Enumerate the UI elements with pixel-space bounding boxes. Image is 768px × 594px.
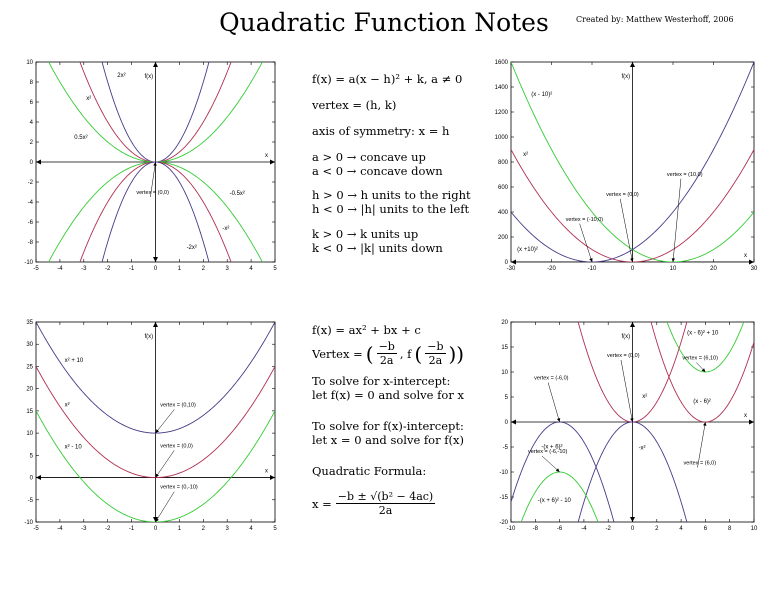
formula-denominator: 2a [378, 504, 393, 517]
y-tick-label: 0 [504, 260, 508, 266]
y-tick-label: 10 [501, 370, 508, 376]
y-axis-label: f(x) [621, 334, 631, 340]
y-axis-label: f(x) [144, 334, 154, 340]
vertex-arrow [580, 224, 592, 262]
x-axis-label: x [744, 413, 747, 419]
chart-scaling [24, 0, 277, 594]
y-axis-arrow-bottom [153, 257, 158, 262]
vertex-label: vertex = (0,-10) [160, 484, 198, 491]
y-tick-label: 15 [501, 345, 508, 351]
vertex-arrow-head [630, 258, 633, 262]
y-tick-label: -10 [499, 470, 508, 476]
vertex-arrow-head [589, 258, 592, 262]
x-tick-label: 4 [249, 266, 253, 272]
vertex-arrow [156, 492, 175, 522]
vertex-arrow [156, 409, 175, 433]
x-tick-label: -2 [105, 266, 111, 272]
x-axis-arrow-left [511, 420, 516, 425]
x-intercept-note-2: let f(x) = 0 and solve for x [312, 388, 464, 402]
y-tick-label: -2 [27, 180, 33, 186]
x-tick-label: -5 [33, 266, 39, 272]
y-axis-arrow-top [630, 62, 635, 67]
series-label: -(x + 6)² [541, 444, 563, 451]
series-label: -2x² [186, 245, 197, 251]
series-label: x² [64, 402, 70, 409]
x-tick-label: 1 [177, 266, 182, 272]
x-tick-label: 2 [655, 526, 659, 532]
x-tick-label: -10 [587, 266, 597, 272]
y-tick-label: 15 [26, 408, 33, 415]
x-tick-label: -1 [128, 266, 135, 272]
vertex-label: vertex = (-10,0) [565, 216, 604, 223]
x-tick-label: 4 [249, 526, 253, 532]
shift-right-note: h > 0 → h units to the right [312, 188, 471, 202]
series-label: -0.5x² [229, 191, 245, 197]
y-tick-label: 10 [26, 431, 33, 438]
x-tick-label: 0 [630, 266, 635, 272]
x-tick-label: 6 [703, 526, 708, 532]
x-tick-label: -4 [581, 526, 587, 532]
y-tick-label: 1200 [494, 110, 508, 116]
y-tick-label: 800 [497, 160, 508, 166]
x-tick-label: -3 [81, 526, 87, 532]
y-tick-label: 5 [504, 395, 508, 401]
x-axis-arrow-right [270, 475, 275, 480]
y-tick-label: 10 [26, 60, 33, 66]
vertex-label: vertex = (0,0) [606, 191, 639, 198]
quadratic-formula-title: Quadratic Formula: [312, 464, 427, 478]
series-label: (x +10)² [517, 246, 538, 253]
y-tick-label: 8 [29, 80, 33, 86]
x-tick-label: 2 [201, 266, 205, 272]
vertex-fraction-den-2: 2a [428, 354, 443, 367]
vertex-label: vertex = (0,0) [160, 443, 193, 450]
vertex-label: vertex = (6,0) [683, 460, 717, 467]
vertex-formula-label: Vertex = [312, 346, 363, 361]
y-tick-label: -10 [24, 260, 33, 266]
x-tick-label: -20 [547, 266, 556, 272]
y-axis-arrow-top [153, 322, 158, 327]
vertex-fraction-num: −b [378, 340, 395, 353]
y-axis-label: f(x) [144, 74, 154, 80]
x-tick-label: -4 [57, 266, 63, 272]
y-tick-label: 0 [29, 475, 33, 482]
vertex-arrow-head [156, 429, 160, 433]
x-tick-label: 0 [153, 266, 158, 272]
x-tick-label: 4 [679, 526, 683, 532]
x-tick-label: -2 [105, 526, 111, 532]
vertex-note: vertex = (h, k) [312, 98, 397, 112]
x-axis-arrow-right [749, 260, 754, 265]
shift-down-note: k < 0 → |k| units down [312, 241, 443, 255]
vertex-fraction-den: 2a [379, 354, 394, 367]
series-label: 2x² [117, 73, 126, 79]
credit-line: Created by: Matthew Westerhoff, 2006 [576, 15, 734, 24]
y-tick-label: -10 [24, 520, 33, 526]
series-label: (x - 10)² [531, 91, 553, 98]
series-label: (x - 6)² + 10 [687, 330, 719, 337]
y-tick-label: 20 [26, 386, 33, 393]
y-axis-label: f(x) [621, 74, 631, 80]
vertex-arrow-head [703, 422, 706, 426]
y-tick-label: 600 [497, 185, 508, 191]
formula-numerator: −b ± √(b² − 4ac) [337, 490, 434, 503]
chart-horizontal-shift [495, 60, 758, 272]
x-tick-label: 0 [153, 526, 158, 532]
vertex-form-note: f(x) = a(x − h)² + k, a ≠ 0 [312, 72, 463, 86]
x-intercept-note-1: To solve for x-intercept: [312, 374, 451, 388]
vertex-label: vertex = (0,0) [136, 190, 169, 196]
y-tick-label: 4 [29, 120, 33, 126]
vertex-arrow-head [153, 162, 156, 166]
vertex-label: vertex = (6,10) [682, 355, 718, 362]
x-axis-label: x [265, 468, 268, 475]
y-tick-label: 6 [29, 100, 33, 106]
vertex-arrow [548, 383, 560, 423]
x-tick-label: 10 [750, 526, 758, 532]
vertex-fraction-num-2: −b [427, 340, 444, 353]
x-tick-label: -8 [532, 526, 538, 532]
y-tick-label: -6 [27, 220, 33, 226]
y-tick-label: 35 [26, 320, 33, 326]
y-tick-label: 0 [29, 160, 33, 166]
x-tick-label: 30 [750, 266, 758, 272]
x-tick-label: -6 [556, 526, 563, 532]
y-tick-label: -15 [499, 495, 508, 501]
y-axis-arrow-top [153, 62, 158, 67]
y-axis-arrow-top [630, 322, 635, 327]
vertex-arrow [621, 360, 633, 422]
x-tick-label: -3 [81, 266, 87, 272]
x-tick-label: 0 [630, 526, 635, 532]
x-tick-label: 1 [177, 526, 182, 532]
x-axis-arrow-left [36, 475, 41, 480]
x-tick-label: 5 [273, 266, 277, 272]
y-tick-label: -8 [27, 240, 33, 246]
vertex-formula-note: Vertex = ( $\frac{-b}{2a}$ , f ( $\frac{-b}{2a}$ )) [312, 340, 465, 367]
y-axis-arrow-bottom [630, 517, 635, 522]
x-tick-label: -2 [605, 526, 611, 532]
series-label: x² + 10 [64, 358, 84, 364]
y-tick-label: -5 [27, 497, 33, 504]
y-intercept-note-2: let x = 0 and solve for f(x) [312, 433, 464, 447]
y-tick-label: 1400 [494, 85, 508, 91]
shift-left-note: h < 0 → |h| units to the left [312, 202, 470, 216]
y-tick-label: -20 [499, 520, 508, 526]
vertex-label: vertex = (-6,-10) [528, 449, 568, 455]
series-label: -(x + 6)² - 10 [537, 498, 571, 504]
x-tick-label: -4 [57, 526, 63, 532]
x-tick-label: -10 [506, 526, 516, 532]
series-label: 0.5x² [74, 135, 88, 141]
y-intercept-note-1: To solve for f(x)-intercept: [312, 419, 464, 433]
x-axis-arrow-right [749, 420, 754, 425]
shift-up-note: k > 0 → k units up [312, 227, 419, 241]
y-tick-label: -4 [27, 200, 33, 206]
formula-lhs: x = [312, 496, 332, 511]
x-tick-label: 5 [273, 526, 277, 532]
vertex-label: vertex = (10,0) [666, 171, 703, 178]
vertex-arrow-head [672, 258, 675, 262]
x-axis-label: x [744, 253, 747, 259]
vertex-arrow [156, 450, 175, 477]
x-tick-label: 3 [225, 526, 229, 532]
y-tick-label: 1600 [494, 60, 508, 66]
x-axis-arrow-left [36, 160, 41, 165]
y-tick-label: 20 [501, 320, 508, 326]
concave-up-note: a > 0 → concave up [312, 150, 426, 164]
series-label: (x - 6)² [693, 399, 711, 405]
axes [36, 322, 275, 522]
page-title: Quadratic Function Notes [219, 8, 549, 37]
x-tick-label: -30 [506, 266, 516, 272]
y-tick-label: -5 [502, 445, 508, 451]
vertex-label: vertex = (0,0) [606, 353, 640, 359]
x-axis-arrow-left [511, 260, 516, 265]
y-tick-label: 1000 [494, 135, 508, 141]
x-tick-label: -1 [128, 526, 135, 532]
x-tick-label: 20 [710, 266, 717, 272]
vertex-arrow-head [630, 418, 633, 422]
vertex-label: vertex = (0,10) [160, 402, 196, 409]
series-label: -x² [222, 226, 230, 232]
y-tick-label: 5 [29, 453, 33, 460]
x-tick-label: 8 [728, 526, 732, 532]
vertex-arrow-head [557, 418, 560, 422]
series-label: x² [642, 394, 648, 400]
y-tick-label: 0 [504, 420, 508, 426]
x-tick-label: 10 [669, 266, 677, 272]
series-label: x² [86, 96, 92, 102]
x-axis-arrow-right [270, 160, 275, 165]
standard-form-note: f(x) = ax² + bx + c [312, 323, 421, 337]
concave-down-note: a < 0 → concave down [312, 164, 443, 178]
y-tick-label: 2 [29, 140, 33, 146]
x-axis-label: x [265, 153, 268, 159]
chart-combined [499, 0, 758, 594]
x-tick-label: 3 [225, 266, 229, 272]
vertex-arrow [673, 179, 681, 262]
chart-vertical-shift [24, 320, 277, 532]
series-label: x² - 10 [64, 444, 82, 451]
series-label: x² [523, 151, 529, 158]
axis-symmetry-note: axis of symmetry: x = h [312, 124, 450, 138]
y-tick-label: 200 [497, 235, 508, 241]
series-label: -x² [638, 445, 646, 452]
x-tick-label: 2 [201, 526, 205, 532]
x-tick-label: -5 [33, 526, 39, 532]
vertex-arrow-head [156, 474, 159, 478]
y-tick-label: 400 [497, 210, 508, 216]
y-tick-label: 25 [26, 364, 33, 371]
vertex-label: vertex = (-6,0) [534, 375, 569, 382]
y-tick-label: 30 [26, 342, 33, 349]
